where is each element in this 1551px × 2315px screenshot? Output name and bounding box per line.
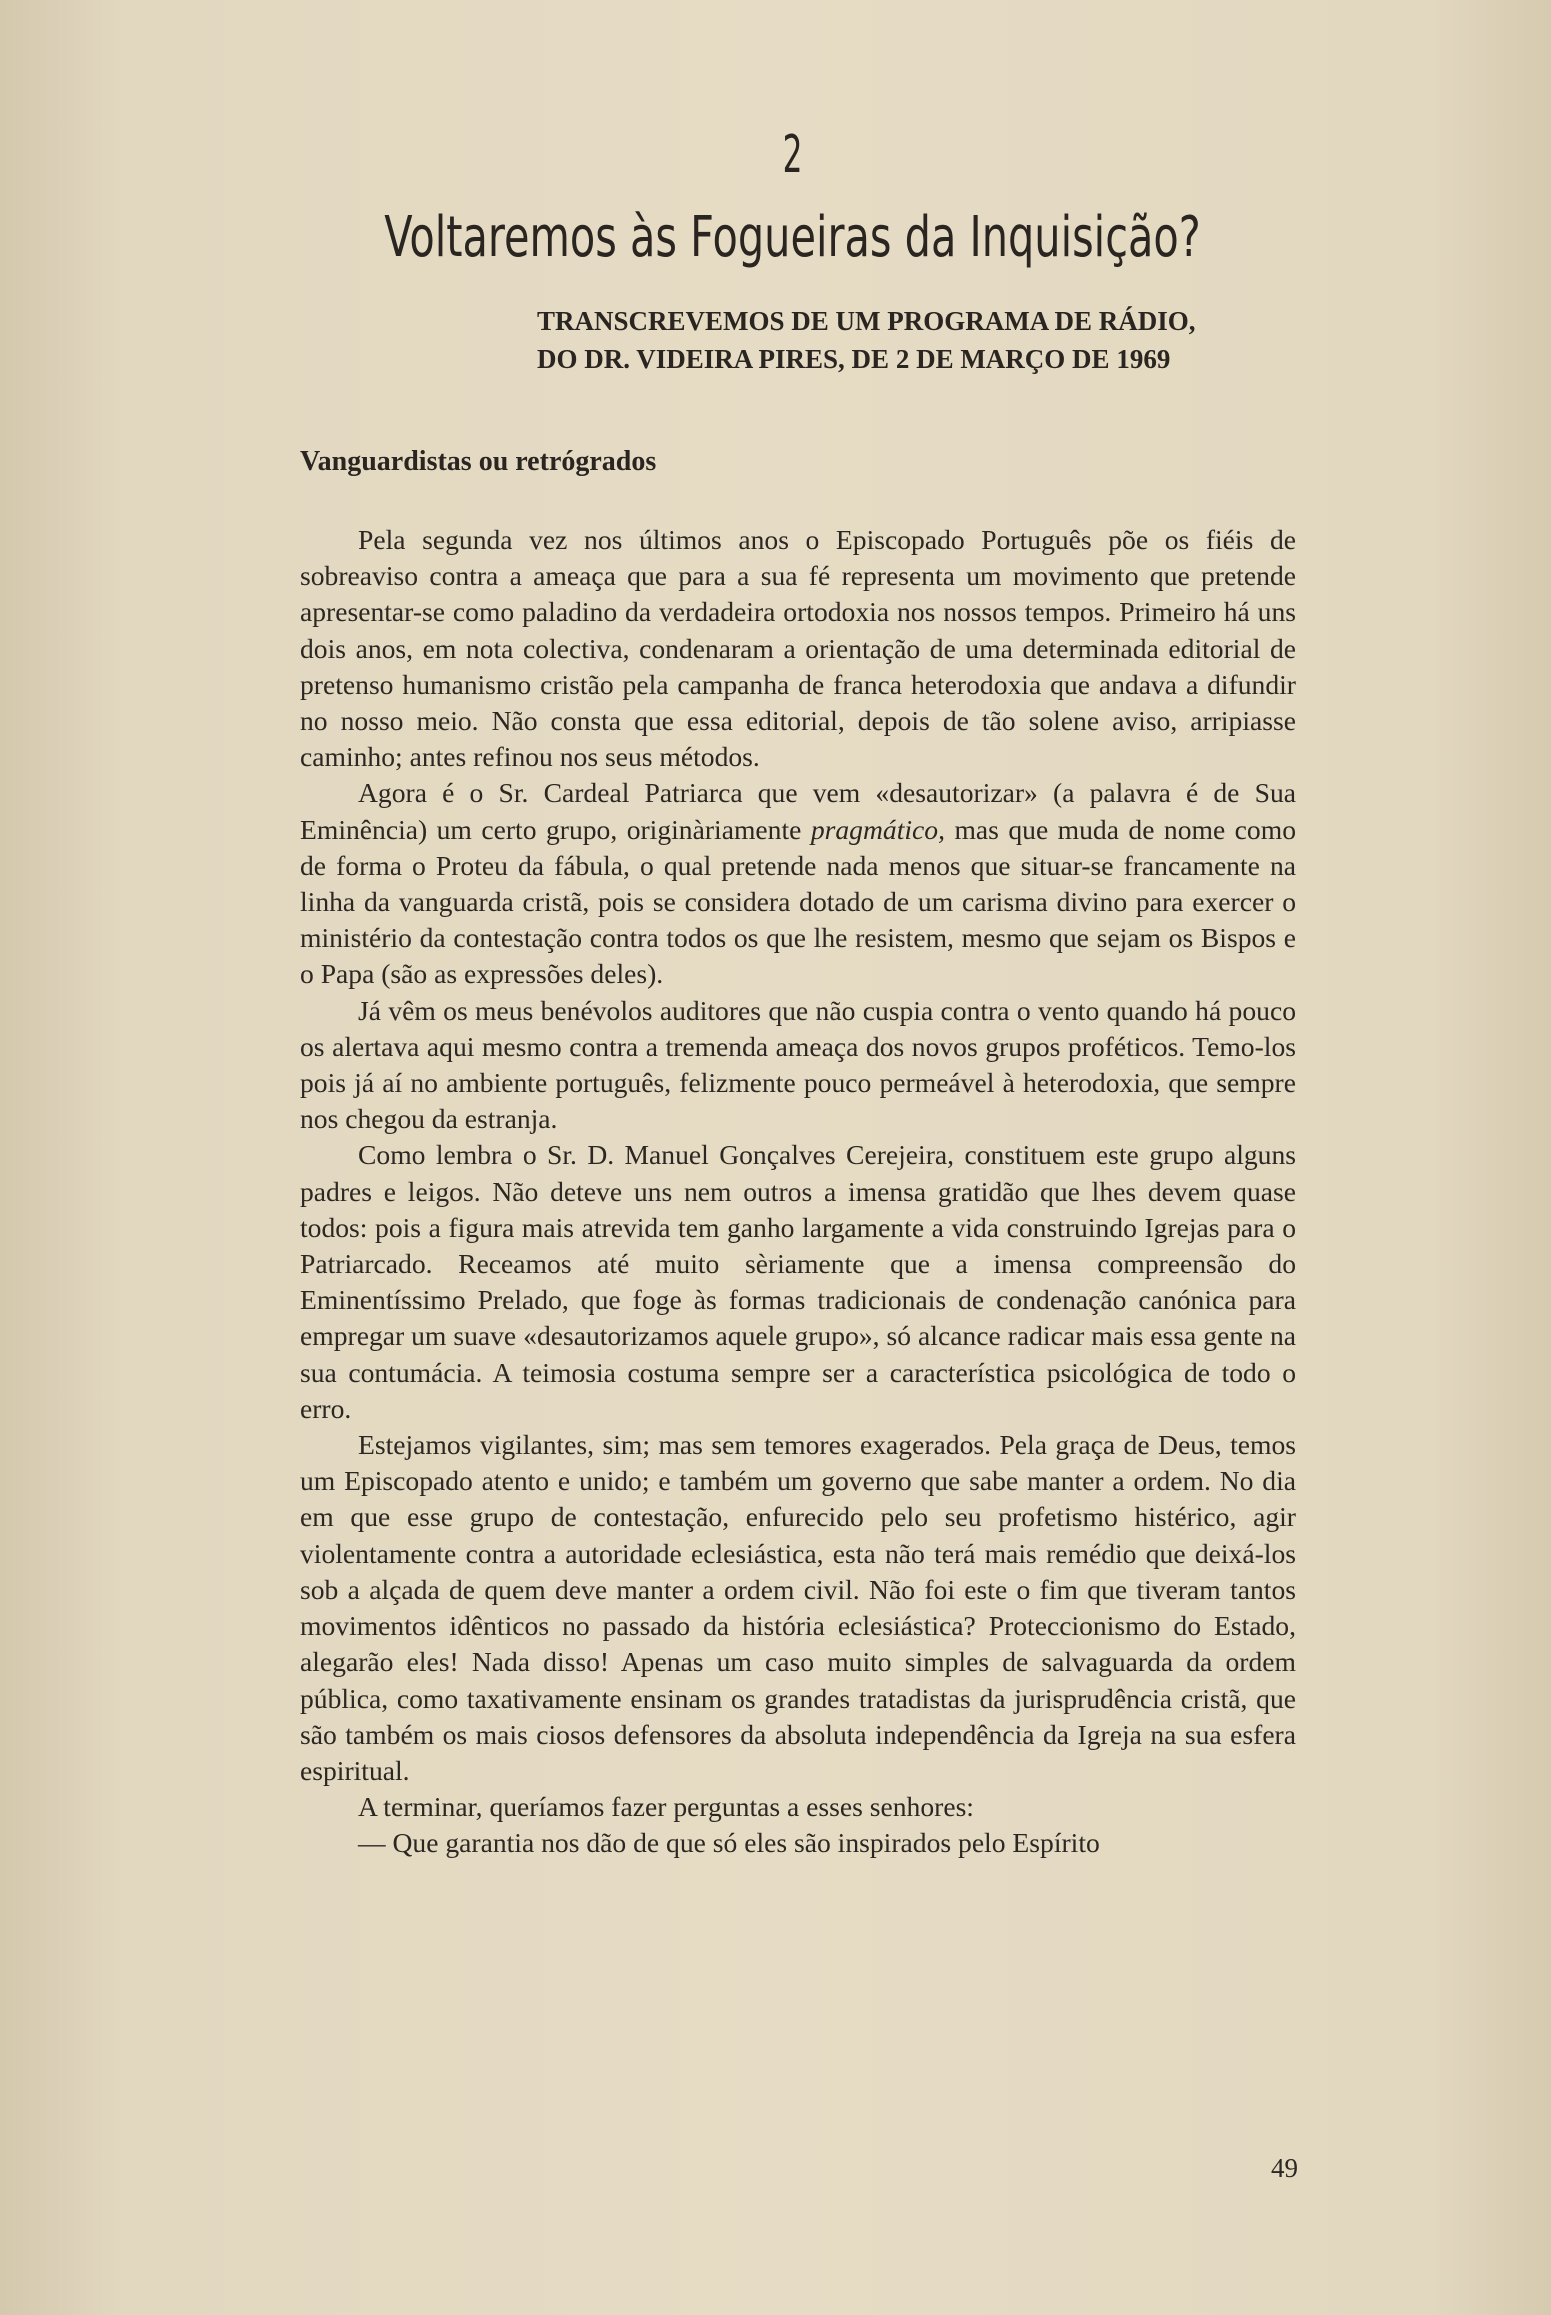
paragraph: A terminar, queríamos fazer perguntas a esses senhores: — [358, 1791, 974, 1823]
paragraph: Como lembra o Sr. D. Manuel Gonçalves Cerejeira, constituem este grupo alguns padres e leigos. Não deteve uns nem outros a imensa gratidão que lhes devem quase todos: pois a figura mais atrevida tem ganho largamente a vida construindo Igrejas para o Patriarcado. Receamos até muito sèriamente que a imensa compreensão do Eminentíssimo Prelado, que foge às formas tradicionais de condenação canónica para empregar um suave «desautorizamos aquele grupo», só alcance radicar mais essa gente na sua contumácia. A teimosia costuma sempre ser a característica psicológica de todo o erro. — [300, 1139, 1296, 1424]
italic-term: pragmático, — [810, 813, 945, 845]
chapter-title: Voltaremos às Fogueiras da Inquisição? — [384, 205, 1201, 270]
chapter-number: 2 — [782, 125, 803, 185]
paragraph: Já vêm os meus benévolos auditores que não cuspia contra o vento quando há pouco os alertava aqui mesmo contra a tremenda ameaça dos novos grupos proféticos. Temo-los pois já aí no ambiente português, felizmente pouco permeável à heterodoxia, que sempre nos chegou da estranja. — [300, 994, 1296, 1135]
paragraph: Pela segunda vez nos últimos anos o Episcopado Português põe os fiéis de sobreaviso contra a ameaça que para a sua fé representa um movimento que pretende apresentar-se como paladino da verdadeira ortodoxia nos nossos tempos. Primeiro há uns dois anos, em nota colectiva, condenaram a orientação de uma determinada editorial de pretenso humanismo cristão pela campanha de franca heterodoxia que andava a difundir no nosso meio. Não consta que essa editorial, depois de tão solene aviso, arripiasse caminho; antes refinou nos seus métodos. — [300, 524, 1296, 773]
paragraph: Agora é o Sr. Cardeal Patriarca que vem «desautorizar» (a palavra é de Sua Eminência) um certo grupo, originàriamente pragmático, mas que muda de nome como de forma o Proteu da fábula, o qual pretende nada menos que situar-se francamente na linha da vanguarda cristã, pois se considera dotado de um carisma divino para exercer o ministério da contestação contra todos os que lhe resistem, mesmo que sejam os Bispos e o Papa (são as expressões deles). — [300, 777, 1296, 990]
paragraph: Estejamos vigilantes, sim; mas sem temores exagerados. Pela graça de Deus, temos um Episcopado atento e unido; e também um governo que sabe manter a ordem. No dia em que esse grupo de contestação, enfurecido pelo seu profetismo histérico, agir violentamente contra a autoridade eclesiástica, esta não terá mais remédio que deixá-los sob a alçada de quem deve manter a ordem civil. Não foi este o fim que tiveram tantos movimentos idênticos no passado da história eclesiástica? Proteccionismo do Estado, alegarão eles! Nada disso! Apenas um caso muito simples de salvaguarda da ordem pública, como taxativamente ensinam os grandes tratadistas da jurisprudência cristã, que são também os mais ciosos defensores da absoluta independência da Igreja na sua esfera espiritual. — [300, 1429, 1296, 1786]
section-heading: Vanguardistas ou retrógrados — [300, 446, 657, 477]
paragraph: — Que garantia nos dão de que só eles são inspirados pelo Espírito — [358, 1827, 1100, 1859]
page-number: 49 — [1271, 2153, 1298, 2183]
subtitle-line-1: TRANSCREVEMOS DE UM PROGRAMA DE RÁDIO, — [537, 306, 1196, 336]
body-text — [300, 522, 1296, 1862]
chapter-subtitle — [537, 302, 1297, 378]
subtitle-line-2: DO DR. VIDEIRA PIRES, DE 2 DE MARÇO DE 1969 — [537, 344, 1171, 374]
